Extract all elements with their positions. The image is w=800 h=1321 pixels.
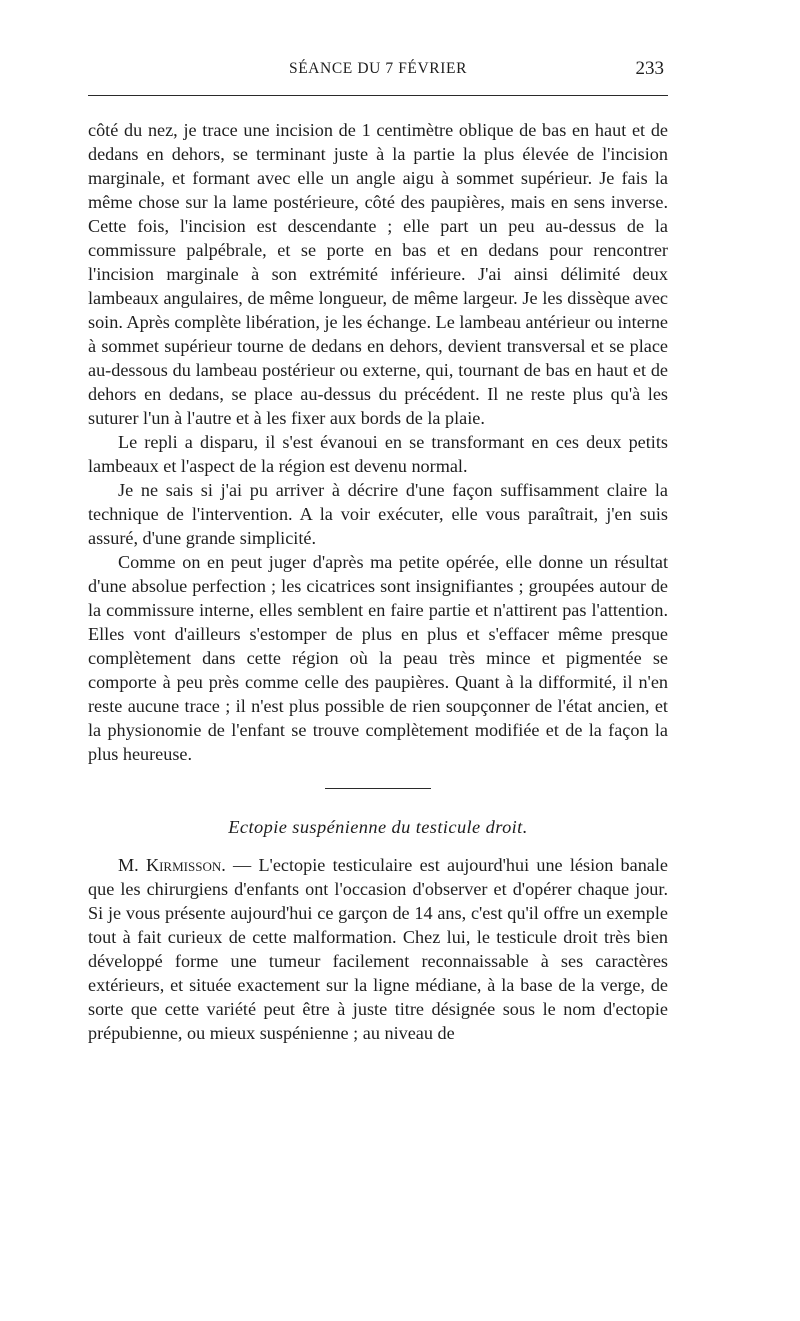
- running-title: SÉANCE DU 7 FÉVRIER: [288, 60, 468, 77]
- body-text: [88, 118, 668, 1045]
- paragraph: Le repli a disparu, il s'est évanoui en se transformant en ces deux petits lambeaux et l'aspect de la région est devenu normal.: [88, 432, 668, 476]
- page-header: [88, 50, 668, 84]
- paragraph-continued: côté du nez, je trace une incision de 1 centimètre oblique de bas en haut et de dedans en dehors, se terminant juste à la partie la plus élevée de l'incision marginale, et formant avec elle un angle aigu à sommet supérieur. Je fais la même chose sur la lame postérieure, côté des paupières, mais en sens inverse. Cette fois, l'incision est descendante ; elle part un peu au-dessus de la commissure palpébrale, et se porte en bas et en dedans pour rencontrer l'incision marginale à son extrémité inférieure. J'ai ainsi délimité deux lambeaux angulaires, de même longueur, de même largeur. Je les dissèque avec soin. Après complète libération, je les échange. Le lambeau antérieur ou interne à sommet supérieur tourne de dedans en dehors, devient transversal et se place au-dessous du lambeau postérieur ou externe, qui, tournant de bas en haut et de dehors en dedans, se place au-dessus du précédent. Il ne reste plus qu'à les suturer l'un à l'autre et à les fixer aux bords de la plaie.: [88, 120, 668, 428]
- header-rule: [88, 95, 668, 96]
- section-text: — L'ectopie testiculaire est aujourd'hui une lésion banale que les chirurgiens d'enfants ont l'occasion d'observer et d'opérer chaque jour. Si je vous présente aujourd'hui ce garçon de 14 ans, c'est qu'il offre un exemple tout à fait curieux de cette malformation. Chez lui, le testicule droit très bien développé forme une tumeur facilement reconnaissable à ses caractères extérieurs, et située exactement sur la ligne médiane, à la base de la verge, de sorte que cette variété peut être à juste titre désignée sous le nom d'ectopie prépubienne, ou mieux suspénienne ; au niveau de: [88, 855, 669, 1043]
- author-name: M. Kirmisson.: [118, 855, 226, 875]
- paragraph: Comme on en peut juger d'après ma petite opérée, elle donne un résultat d'une absolue perfection ; les cicatrices sont insignifiantes ; groupées autour de la commissure interne, elles semblent en faire partie et n'attirent pas l'attention. Elles vont d'ailleurs s'estomper de plus en plus et s'effacer même presque complètement dans cette région où la peau très mince et pigmentée se comporte à peu près comme celle des paupières. Quant à la difformité, il n'en reste aucune trace ; il n'est plus possible de rien soupçonner de l'état ancien, et la physionomie de l'enfant se trouve complètement modifiée et de la façon la plus heureuse.: [88, 552, 668, 764]
- section-title: Ectopie suspénienne du testicule droit.: [228, 817, 528, 837]
- section-paragraph: [88, 853, 668, 1045]
- book-page: [88, 50, 668, 1045]
- section-divider: [325, 788, 431, 789]
- page-number: 233: [635, 58, 664, 79]
- paragraph: Je ne sais si j'ai pu arriver à décrire d'une façon suffisamment claire la technique de l'intervention. A la voir exécuter, elle vous paraîtrait, j'en suis assuré, d'une grande simplicité.: [88, 480, 668, 548]
